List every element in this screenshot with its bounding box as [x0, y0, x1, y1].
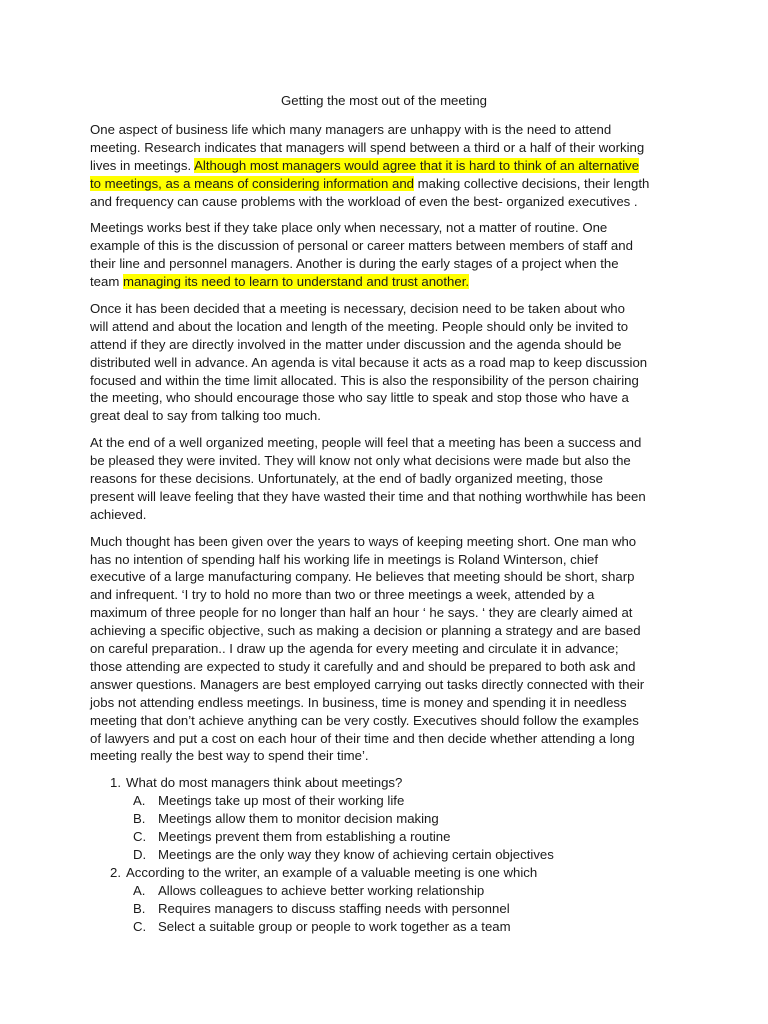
paragraph-5 — [90, 533, 690, 766]
option-letter: A. — [133, 882, 146, 898]
option-letter: A. — [133, 793, 146, 809]
question-stem — [90, 864, 690, 882]
paragraphs-container — [90, 121, 690, 765]
option-letter: B. — [133, 900, 146, 916]
option-text: Meetings are the only way they know of achieving certain objectives — [158, 846, 554, 862]
paragraph-text: making collective decisions, their length and frequency can cause problems with the workload of even the best- organized executives . — [90, 175, 650, 209]
paragraph-text: Much thought has been given over the years to ways of keeping meeting short. One man who has no intention of spending half his working life in meetings is Roland Winterson, chief executive of a large manufacturing company. He believes that meeting should be short, sharp and infrequent. ‘I try to hold no more than two or three meetings a week, attended by a maximum of three people for no longer than half an hour ‘ he says. ‘ they are clearly aimed at achieving a specific objective, such as making a decision or planning a strategy and are based on careful preparation.. I draw up the agenda for every meeting and circulate it in advance; those attending are expected to study it carefully and and should be prepared to both ask and answer questions. Managers are best employed carrying out tasks directly connected with their jobs not attending endless meetings. In business, time is money and spending it in needless meeting that don’t achieve anything can be very costly. Executives should follow the examples of lawyers and put a cost on each hour of their time and then decide whether attending a long meeting really the best way to spend their time’. — [90, 533, 645, 764]
question-list — [90, 774, 690, 935]
answer-option — [90, 900, 690, 918]
answer-option — [90, 810, 690, 828]
question-text: What do most managers think about meetings? — [126, 775, 403, 791]
option-letter: C. — [133, 918, 147, 934]
option-text: Meetings allow them to monitor decision making — [158, 811, 439, 827]
option-text: Requires managers to discuss staffing needs with personnel — [158, 900, 510, 916]
option-text: Allows colleagues to achieve better working relationship — [158, 882, 485, 898]
paragraph-1 — [90, 121, 690, 211]
answer-option — [90, 828, 690, 846]
paragraph-text: One aspect of business life which many managers are unhappy with is the need to attend meeting. Research indicates that managers will spend between a third or a half of their working lives in meetings. — [90, 122, 645, 173]
question-1 — [90, 774, 690, 864]
option-letter: C. — [133, 828, 147, 844]
answer-option — [90, 792, 690, 810]
option-list — [90, 792, 690, 864]
option-letter: D. — [133, 846, 147, 862]
document-title: Getting the most out of the meeting — [281, 93, 487, 108]
highlighted-text: Although most managers would agree that it is hard to think of an alternative to meetings, as a means of considering information and — [90, 157, 640, 191]
paragraph-4 — [90, 434, 690, 524]
question-number: 2. — [110, 864, 121, 880]
option-list — [90, 882, 690, 936]
option-text: Meetings take up most of their working life — [158, 793, 405, 809]
answer-option — [90, 882, 690, 900]
paragraph-2 — [90, 219, 690, 291]
paragraph-3 — [90, 300, 690, 425]
option-letter: B. — [133, 811, 146, 827]
paragraph-text: At the end of a well organized meeting, people will feel that a meeting has been a success and be pleased they were invited. They will know not only what decisions were made but also the reasons for these decisions. Unfortunately, at the end of badly organized meeting, those present will leave feeling that they have wasted their time and that nothing worthwhile has been achieved. — [90, 435, 646, 522]
highlighted-text: managing its need to learn to understand and trust another. — [122, 274, 470, 290]
question-text: According to the writer, an example of a valuable meeting is one which — [126, 864, 538, 880]
option-text: Meetings prevent them from establishing a routine — [158, 828, 451, 844]
question-number: 1. — [110, 775, 121, 791]
answer-option — [90, 918, 690, 936]
question-2 — [90, 864, 690, 936]
question-stem — [90, 774, 690, 792]
paragraph-text: Once it has been decided that a meeting is necessary, decision need to be taken about who will attend and about the location and length of the meeting. People should only be invited to attend if they are directly involved in the matter under discussion and the agenda should be distributed well in advance. An agenda is vital because it acts as a road map to keep discussion focused and within the time limit allocated. This is also the responsibility of the person chairing the meeting, who should encourage those who say little to speak and stop those who have a great deal to say from talking too much. — [90, 300, 648, 424]
answer-option — [90, 846, 690, 864]
option-text: Select a suitable group or people to work together as a team — [158, 918, 511, 934]
document-body — [90, 121, 690, 935]
paragraph-text: Meetings works best if they take place only when necessary, not a matter of routine. One example of this is the discussion of personal or career matters between members of staff and their line and personnel managers. Another is during the early stages of a project when the team — [90, 220, 633, 290]
